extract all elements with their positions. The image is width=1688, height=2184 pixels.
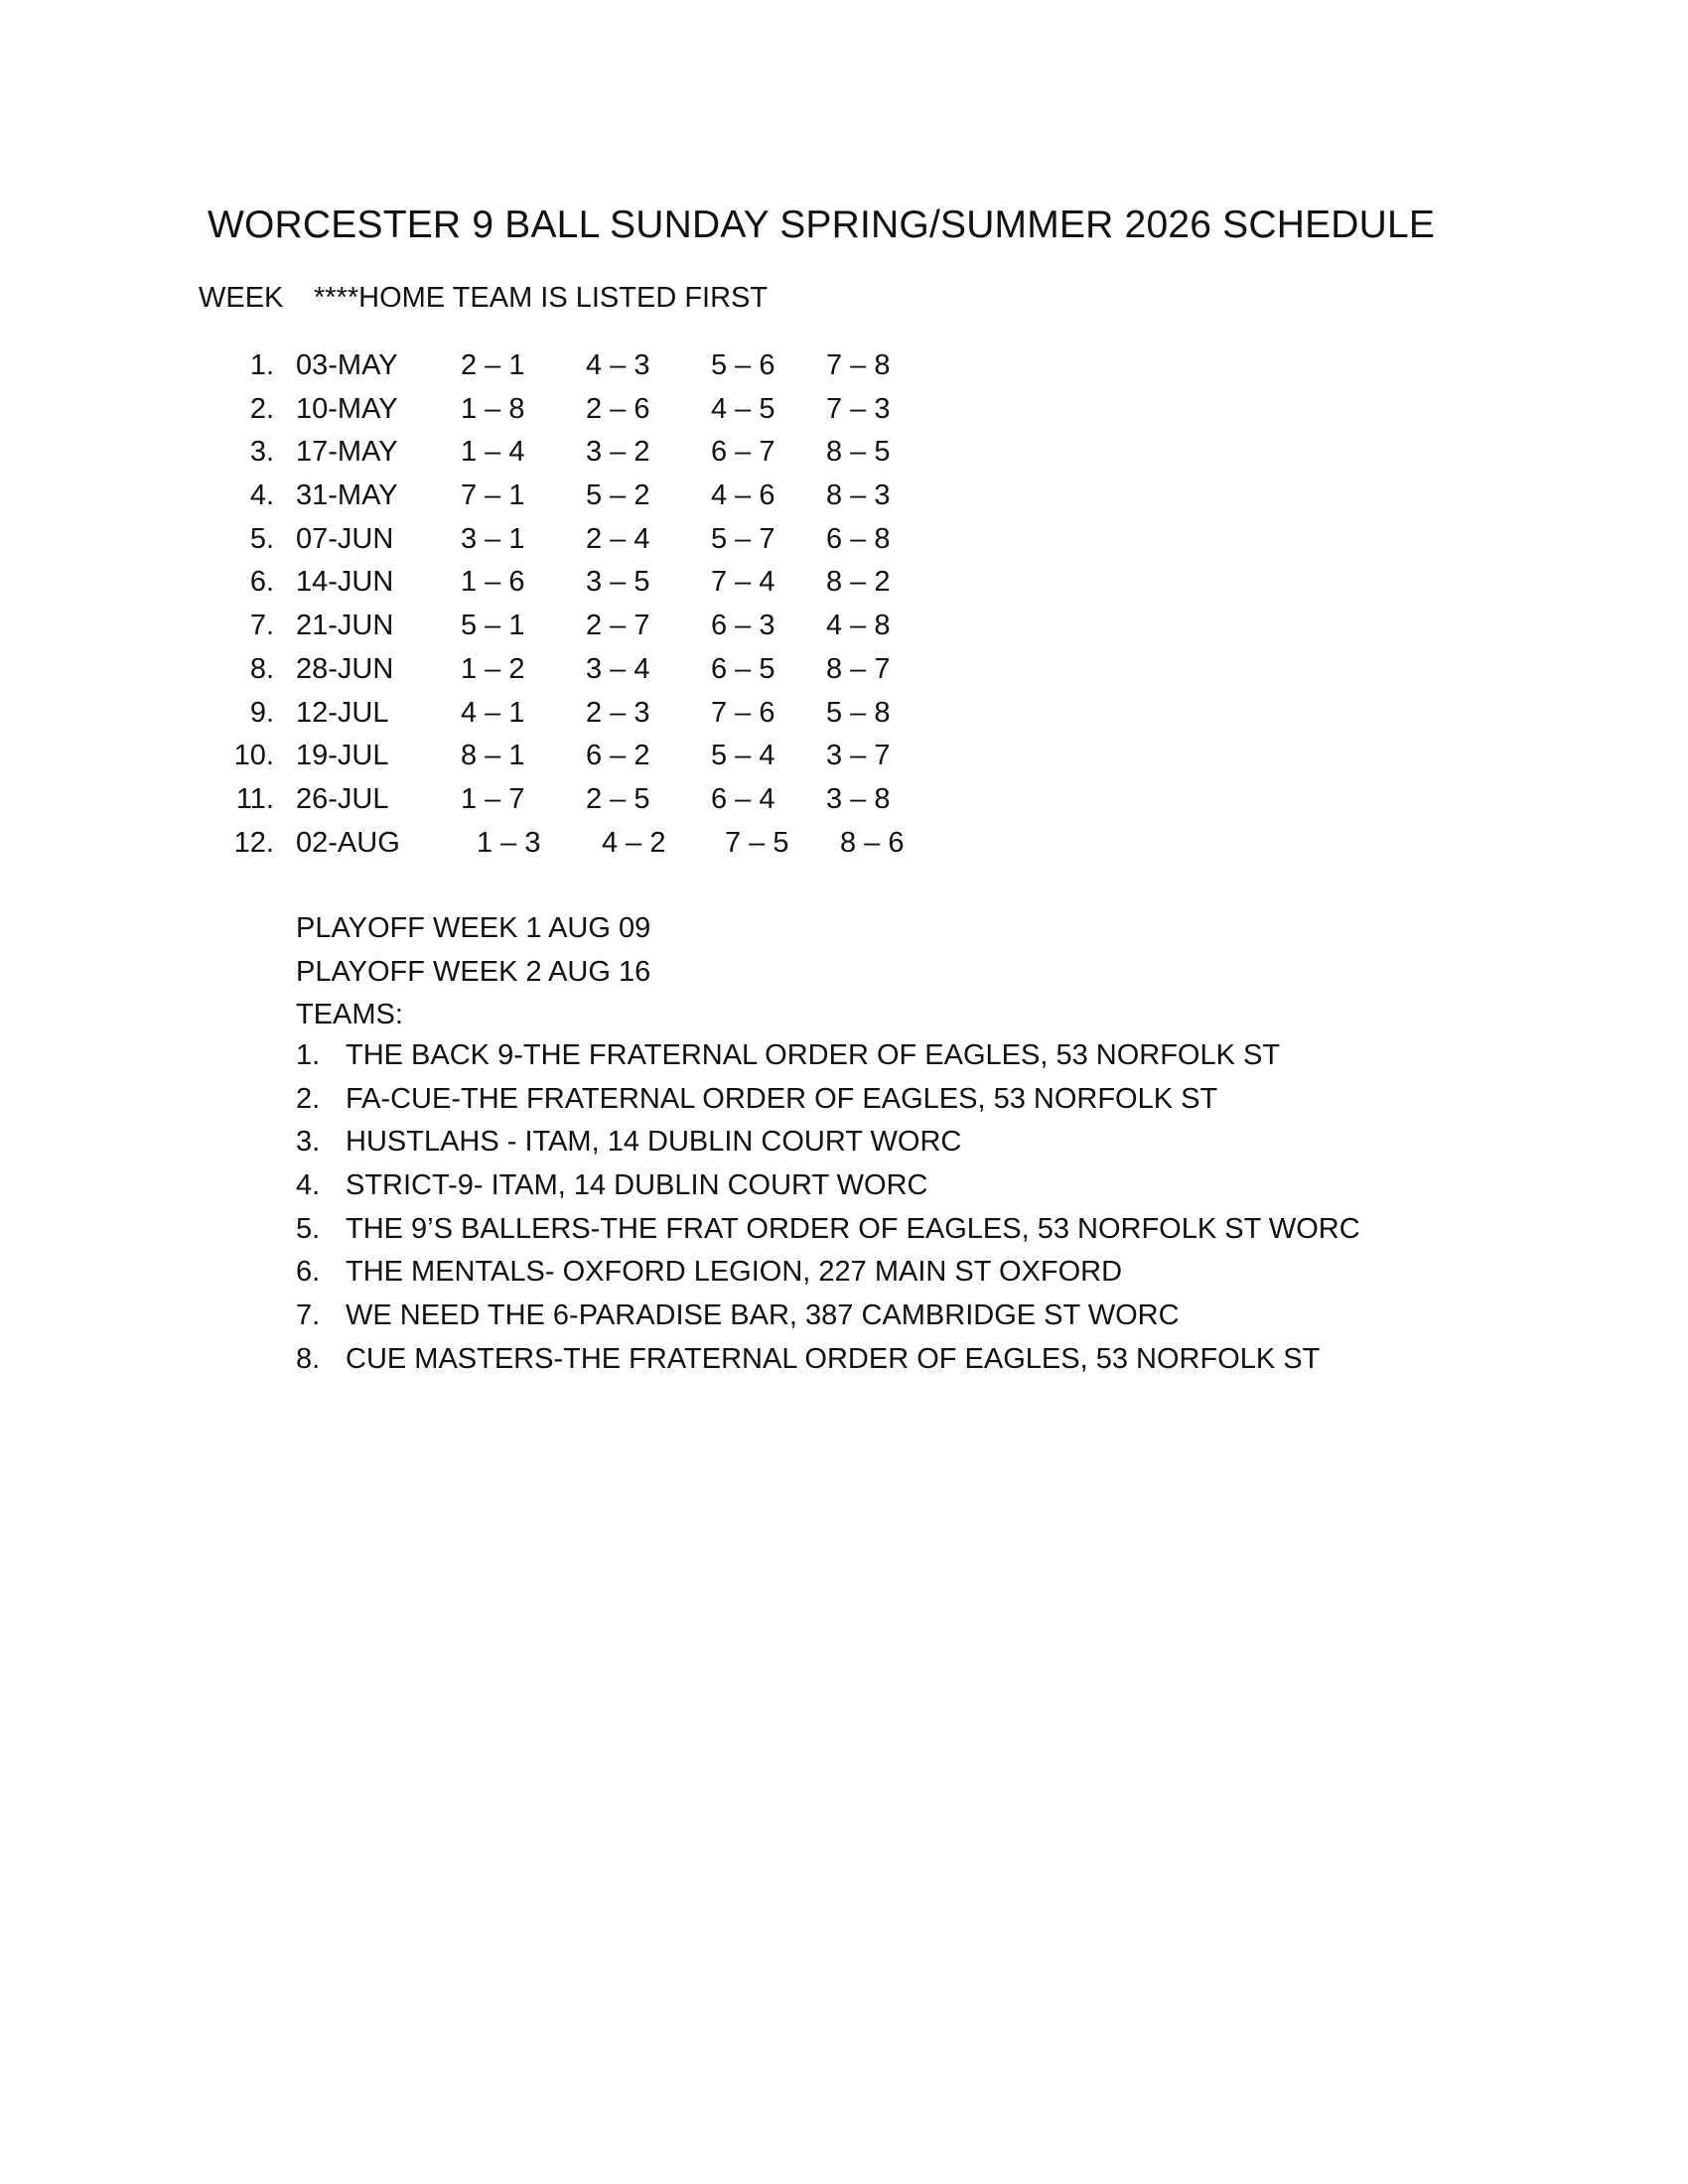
playoff-week-1: PLAYOFF WEEK 1 AUG 09 (296, 912, 651, 944)
schedule-row-week-7 (0, 608, 1688, 651)
team-item-3 (0, 1124, 1688, 1167)
match-4: 8 – 2 (826, 566, 891, 599)
match-4: 3 – 8 (826, 782, 891, 815)
week-number: 3. (249, 436, 274, 469)
team-name: CUE MASTERS-THE FRATERNAL ORDER OF EAGLES, 53 NORFOLK ST (346, 1342, 1321, 1375)
match-1: 7 – 1 (461, 479, 525, 512)
home-team-note: ****HOME TEAM IS LISTED FIRST (314, 282, 769, 314)
schedule-row-week-8 (0, 651, 1688, 695)
match-3: 5 – 7 (711, 522, 775, 555)
match-1: 1 – 8 (461, 392, 525, 425)
match-1: 8 – 1 (461, 740, 525, 772)
team-item-6 (0, 1254, 1688, 1297)
team-item-5 (0, 1211, 1688, 1255)
match-3: 6 – 5 (711, 652, 775, 685)
teams-list (0, 1037, 1688, 1385)
week-date: 02-AUG (296, 826, 400, 859)
match-3: 7 – 5 (725, 826, 789, 859)
match-3: 6 – 4 (711, 782, 775, 815)
match-1: 1 – 3 (477, 826, 541, 859)
team-number: 2. (296, 1082, 321, 1115)
match-4: 6 – 8 (826, 522, 891, 555)
match-4: 8 – 5 (826, 436, 891, 469)
schedule-row-week-2 (0, 391, 1688, 435)
match-4: 8 – 6 (840, 826, 905, 859)
match-1: 1 – 7 (461, 782, 525, 815)
team-number: 5. (296, 1212, 321, 1245)
match-2: 2 – 7 (586, 610, 650, 642)
week-date: 26-JUL (296, 782, 389, 815)
week-number: 10. (233, 740, 274, 772)
schedule-row-week-12 (0, 825, 1688, 869)
team-number: 7. (296, 1299, 321, 1332)
schedule-row-week-9 (0, 695, 1688, 739)
schedule-row-week-5 (0, 521, 1688, 565)
match-4: 4 – 8 (826, 610, 891, 642)
week-date: 03-MAY (296, 349, 398, 381)
team-number: 8. (296, 1342, 321, 1375)
match-4: 7 – 8 (826, 349, 891, 381)
team-name: THE 9’S BALLERS-THE FRAT ORDER OF EAGLES, 53 NORFOLK ST WORC (346, 1212, 1360, 1245)
match-1: 2 – 1 (461, 349, 525, 381)
team-name: STRICT-9- ITAM, 14 DUBLIN COURT WORC (346, 1169, 928, 1202)
team-number: 4. (296, 1169, 321, 1202)
week-number: 12. (233, 826, 274, 859)
week-date: 10-MAY (296, 392, 398, 425)
week-number: 9. (249, 696, 274, 729)
team-number: 3. (296, 1126, 321, 1159)
match-2: 4 – 3 (586, 349, 650, 381)
week-number: 11. (235, 782, 274, 815)
match-3: 7 – 6 (711, 696, 775, 729)
match-2: 2 – 4 (586, 522, 650, 555)
match-2: 2 – 5 (586, 782, 650, 815)
schedule-row-week-4 (0, 478, 1688, 521)
schedule-row-week-3 (0, 434, 1688, 478)
schedule-row-week-6 (0, 564, 1688, 608)
match-1: 1 – 4 (461, 436, 525, 469)
team-item-4 (0, 1167, 1688, 1211)
match-2: 3 – 4 (586, 652, 650, 685)
week-number: 1. (249, 349, 274, 381)
team-item-8 (0, 1341, 1688, 1385)
week-date: 14-JUN (296, 566, 394, 599)
match-1: 1 – 6 (461, 566, 525, 599)
match-4: 8 – 7 (826, 652, 891, 685)
match-2: 3 – 5 (586, 566, 650, 599)
schedule-row-week-11 (0, 781, 1688, 825)
week-date: 28-JUN (296, 652, 394, 685)
week-date: 21-JUN (296, 610, 394, 642)
match-3: 6 – 3 (711, 610, 775, 642)
match-3: 6 – 7 (711, 436, 775, 469)
team-item-2 (0, 1081, 1688, 1125)
match-4: 5 – 8 (826, 696, 891, 729)
match-3: 5 – 6 (711, 349, 775, 381)
playoff-week-2: PLAYOFF WEEK 2 AUG 16 (296, 955, 651, 988)
team-item-1 (0, 1037, 1688, 1081)
week-number: 8. (249, 652, 274, 685)
match-1: 1 – 2 (461, 652, 525, 685)
week-date: 19-JUL (296, 740, 389, 772)
match-4: 3 – 7 (826, 740, 891, 772)
week-number: 5. (249, 522, 274, 555)
match-4: 8 – 3 (826, 479, 891, 512)
playoff-block (296, 907, 650, 1037)
team-item-7 (0, 1297, 1688, 1341)
match-3: 7 – 4 (711, 566, 775, 599)
week-number: 2. (249, 392, 274, 425)
week-column-label: WEEK (199, 282, 284, 314)
match-2: 2 – 3 (586, 696, 650, 729)
schedule-row-week-1 (0, 347, 1688, 391)
week-date: 31-MAY (296, 479, 398, 512)
teams-heading: TEAMS: (296, 999, 403, 1031)
match-1: 5 – 1 (461, 610, 525, 642)
week-number: 7. (249, 610, 274, 642)
match-2: 6 – 2 (586, 740, 650, 772)
week-date: 12-JUL (296, 696, 389, 729)
schedule-list (0, 347, 1688, 868)
week-number: 6. (249, 566, 274, 599)
team-name: THE MENTALS- OXFORD LEGION, 227 MAIN ST OXFORD (346, 1256, 1123, 1289)
team-name: THE BACK 9-THE FRATERNAL ORDER OF EAGLES, 53 NORFOLK ST (346, 1039, 1281, 1071)
team-name: WE NEED THE 6-PARADISE BAR, 387 CAMBRIDGE ST WORC (346, 1299, 1180, 1332)
match-2: 3 – 2 (586, 436, 650, 469)
match-3: 5 – 4 (711, 740, 775, 772)
match-2: 2 – 6 (586, 392, 650, 425)
match-1: 3 – 1 (461, 522, 525, 555)
week-date: 07-JUN (296, 522, 394, 555)
match-3: 4 – 6 (711, 479, 775, 512)
team-name: FA-CUE-THE FRATERNAL ORDER OF EAGLES, 53 NORFOLK ST (346, 1082, 1218, 1115)
match-2: 5 – 2 (586, 479, 650, 512)
match-2: 4 – 2 (602, 826, 666, 859)
schedule-header (199, 280, 768, 316)
team-number: 6. (296, 1256, 321, 1289)
team-name: HUSTLAHS - ITAM, 14 DUBLIN COURT WORC (346, 1126, 962, 1159)
document-title: WORCESTER 9 BALL SUNDAY SPRING/SUMMER 2026 SCHEDULE (208, 204, 1436, 246)
match-3: 4 – 5 (711, 392, 775, 425)
team-number: 1. (296, 1039, 321, 1071)
week-number: 4. (249, 479, 274, 512)
week-date: 17-MAY (296, 436, 398, 469)
match-4: 7 – 3 (826, 392, 891, 425)
match-1: 4 – 1 (461, 696, 525, 729)
schedule-row-week-10 (0, 738, 1688, 781)
